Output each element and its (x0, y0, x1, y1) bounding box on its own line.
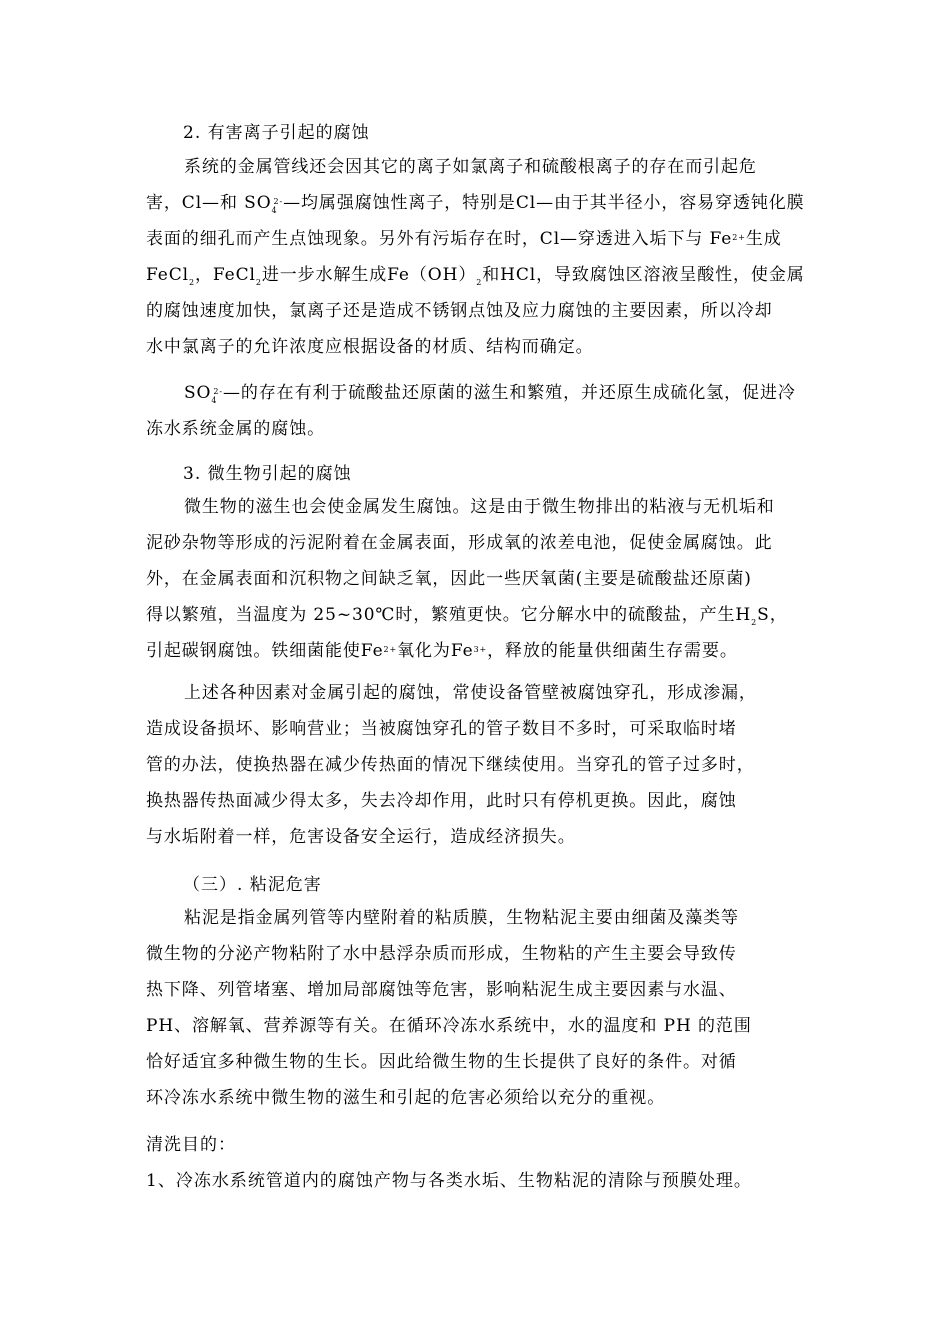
text-line: —的存在有利于硫酸盐还原菌的滋生和繁殖，并还原生成硫化氢，促进冷 (222, 383, 796, 403)
subscript: 2 (255, 278, 262, 287)
text-line: 生成 (745, 229, 782, 249)
text-line: 环冷冻水系统中微生物的滋生和引起的危害必须给以充分的重视。 (146, 1088, 666, 1108)
paragraph-slime (146, 900, 812, 1116)
text-line: 恰好适宜多种微生物的生长。因此给微生物的生长提供了良好的条件。对循 (146, 1052, 737, 1072)
text-line: 外，在金属表面和沉积物之间缺乏氧，因此一些厌氧菌(主要是硫酸盐还原菌) (146, 569, 752, 589)
text-line: 冻水系统金属的腐蚀。 (146, 419, 325, 439)
text-line: 泥砂杂物等形成的污泥附着在金属表面，形成氧的浓差电池，促使金属腐蚀。此 (146, 533, 773, 553)
subscript: 2 (751, 618, 758, 627)
paragraph-sulfate (146, 375, 812, 447)
text-line: 得以繁殖，当温度为 25~30℃时，繁殖更快。它分解水中的硫酸盐，产生H (146, 605, 752, 625)
text-line: S， (757, 605, 788, 625)
text-line: 引起碳钢腐蚀。铁细菌能使Fe (146, 641, 384, 661)
heading-slime: （三）. 粘泥危害 (183, 875, 322, 895)
text-line: 造成设备损坏、影响营业；当被腐蚀穿孔的管子数目不多时，可采取临时堵 (146, 719, 737, 739)
paragraph-summary (146, 675, 812, 855)
paragraph-harmful-ions (146, 149, 812, 365)
text-line: 与水垢附着一样，危害设备安全运行，造成经济损失。 (146, 827, 576, 847)
text-line: —均属强腐蚀性离子，特别是Cl—由于其半径小，容易穿透钝化膜 (283, 193, 805, 213)
text-line: 微生物的分泌产物粘附了水中悬浮杂质而形成，生物粘的产生主要会导致传 (146, 944, 737, 964)
text-line: PH、溶解氧、营养源等有关。在循环冷冻水系统中，水的温度和 PH 的范围 (146, 1016, 752, 1036)
text-line: 和HCl，导致腐蚀区溶液呈酸性，使金属 (482, 265, 805, 285)
text-line: 管的办法，使换热器在减少传热面的情况下继续使用。当穿孔的管子过多时， (146, 755, 755, 775)
text-line: 微生物的滋生也会使金属发生腐蚀。这是由于微生物排出的粘液与无机垢和 (184, 497, 775, 517)
superscript: 2- (273, 197, 284, 206)
subscript: 2 (188, 278, 195, 287)
text-line: 热下降、列管堵塞、增加局部腐蚀等危害，影响粘泥生成主要因素与水温、 (146, 980, 737, 1000)
text-line: 害，Cl—和 SO (146, 193, 272, 213)
superscript: 2+ (732, 233, 746, 242)
superscript: 2+ (383, 645, 398, 654)
heading-harmful-ions: 2. 有害离子引起的腐蚀 (183, 123, 370, 143)
text-line: ，释放的能量供细菌生存需要。 (487, 641, 738, 661)
subscript: 4 (211, 396, 218, 405)
text-line: 系统的金属管线还会因其它的离子如氯离子和硫酸根离子的存在而引起危 (184, 157, 757, 177)
purpose-item-1: 1、冷冻水系统管道内的腐蚀产物与各类水垢、生物粘泥的清除与预膜处理。 (146, 1171, 752, 1191)
subscript: 2 (476, 278, 483, 287)
text-line: 的腐蚀速度加快，氯离子还是造成不锈钢点蚀及应力腐蚀的主要因素，所以冷却 (146, 301, 773, 321)
superscript: 3+ (473, 645, 488, 654)
text-line: SO (184, 383, 212, 403)
text-line: 粘泥是指金属列管等内壁附着的粘质膜，生物粘泥主要由细菌及藻类等 (184, 908, 739, 928)
superscript: 2- (213, 387, 223, 396)
heading-microbial: 3. 微生物引起的腐蚀 (183, 464, 352, 484)
text-line: ，FeCl (194, 265, 256, 285)
text-line: 表面的细孔而产生点蚀现象。另外有污垢存在时，Cl—穿透进入垢下与 Fe (146, 229, 733, 249)
text-line: FeCl (146, 265, 189, 285)
text-line: 进一步水解生成Fe（OH） (261, 265, 477, 285)
text-line: 水中氯离子的允许浓度应根据设备的材质、结构而确定。 (146, 337, 594, 357)
paragraph-microbial (146, 489, 812, 669)
heading-purpose: 清洗目的： (146, 1135, 236, 1155)
subscript: 4 (271, 206, 278, 215)
text-line: 氧化为Fe (397, 641, 474, 661)
text-line: 上述各种因素对金属引起的腐蚀，常使设备管壁被腐蚀穿孔，形成渗漏， (184, 683, 757, 703)
text-line: 换热器传热面减少得太多，失去冷却作用，此时只有停机更换。因此，腐蚀 (146, 791, 737, 811)
